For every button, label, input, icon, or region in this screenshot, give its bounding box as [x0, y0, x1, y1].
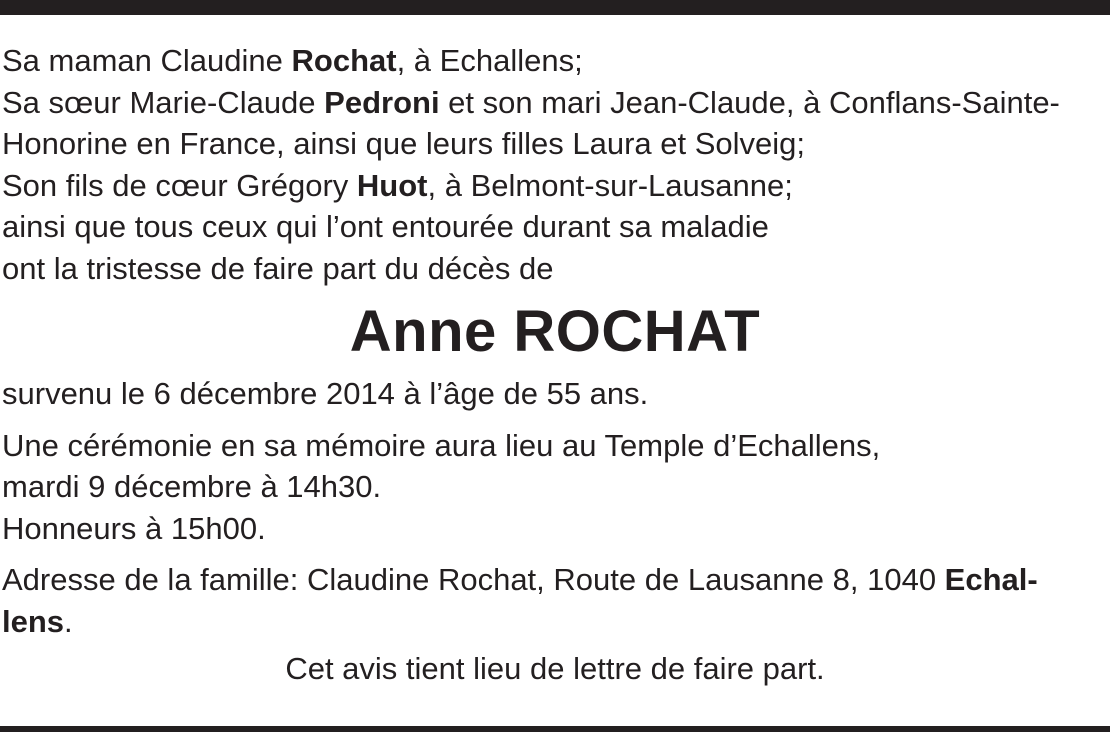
family-line-mother [2, 40, 1108, 82]
family-line-son [2, 165, 1108, 207]
address-town-part1: Echal- [944, 562, 1038, 597]
closing-note: Cet avis tient lieu de lettre de faire part. [285, 651, 825, 686]
address-line-2 [2, 601, 1108, 643]
obituary-notice [2, 40, 1108, 690]
text-segment: , à Echallens; [396, 43, 583, 78]
text-segment: Adresse de la famille: Claudine Rochat, Route de Lausanne 8, 1040 [2, 562, 945, 597]
ceremony-line-time: mardi 9 décembre à 14h30. [2, 469, 382, 504]
surname-rochat: Rochat [291, 43, 397, 78]
address-town-part2: lens [2, 603, 65, 639]
family-line-announcement: ont la tristesse de faire part du décès de [2, 250, 554, 286]
bottom-border-rule [0, 726, 1110, 732]
text-segment: , à Belmont-sur-Lausanne; [427, 167, 793, 203]
family-line-sister-cont: Honorine en France, ainsi que leurs filles Laura et Solveig; [2, 126, 806, 161]
death-date-line: survenu le 6 décembre 2014 à l’âge de 55 ans. [2, 376, 649, 411]
family-line-others: ainsi que tous ceux qui l’ont entourée durant sa maladie [2, 209, 769, 244]
text-segment: Son fils de cœur Grégory [2, 167, 357, 203]
family-line-sister [2, 82, 1108, 124]
deceased-name: Anne ROCHAT [349, 299, 761, 364]
text-segment: . [64, 603, 73, 639]
ceremony-line-place: Une cérémonie en sa mémoire aura lieu au Temple d’Echallens, [2, 427, 881, 463]
ceremony-line-honours: Honneurs à 15h00. [2, 510, 266, 546]
text-segment: et son mari Jean-Claude, à Conflans-Sainte- [439, 84, 1060, 120]
death-info [2, 373, 1108, 415]
family-paragraph [2, 40, 1108, 289]
surname-pedroni: Pedroni [324, 84, 440, 120]
surname-huot: Huot [356, 167, 428, 203]
text-segment: Sa maman Claudine [2, 43, 292, 78]
address-line-1 [2, 559, 1108, 601]
text-segment: Sa sœur Marie-Claude [2, 84, 325, 120]
top-border-bar [0, 0, 1110, 15]
ceremony-paragraph [2, 425, 1108, 550]
address-paragraph [2, 559, 1108, 642]
